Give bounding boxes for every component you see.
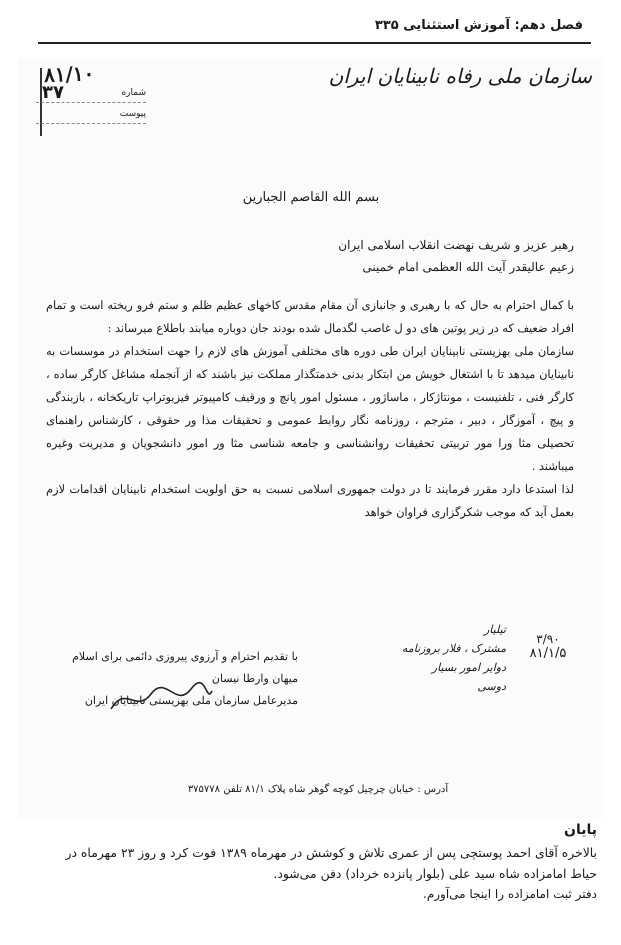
closing-line-2: میهان وارطا نیسان	[211, 672, 298, 685]
letter-body	[46, 294, 574, 524]
date-line-2: ۸۱/۱/۵	[529, 646, 567, 661]
ending-section	[40, 822, 597, 905]
signature-scribble	[106, 664, 216, 734]
handwritten-notes	[356, 620, 506, 696]
registration-stamp-number: ۸۱/۱۰	[43, 61, 95, 87]
date-box	[498, 632, 598, 676]
ending-paragraph: بالاخره آقای احمد پوستچی پس از عمری تلاش و کوشش در مهرماه ۱۳۸۹ فوت کرد و روز ۲۳ مهرماه در حیاط امامزاده شاه سید علی (بلوار پانزده خرداد) دفن می‌شود.	[65, 845, 597, 881]
letter-paragraph-1: با کمال احترام به حال که با رهبری و جانبازی آن مقام مقدس کاخهای عظیم ظلم و ستم فرو ریخته است و تمام افراد ضعیف که در زیر پوتین های دو ل غاصب لگدمال شده بودند جان دوباره میابند باطلاع میرساند :	[46, 299, 574, 335]
letter-address: آدرس : خیابان چرچیل کوچه گوهر شاه پلاک ۸۱/۱ تلفن ۳۷۵۷۷۸	[187, 784, 449, 795]
page-header-title: فصل دهم: آموزش استثنایی ۳۳۵	[374, 18, 583, 33]
note-line-2: مشترک ، فلار بروزنامه	[401, 642, 506, 655]
closing-line-3: مدیرعامل سازمان ملی بهزیستی نابینایان ایران	[84, 694, 298, 707]
closing-line-1: با تقدیم احترام و آرزوی پیروزی دائمی برای اسلام	[72, 650, 298, 663]
date-line-1: ۳/۹۰	[536, 632, 560, 646]
registration-box	[36, 82, 146, 150]
ending-paragraph-2: دفتر ثبت امامزاده را اینجا می‌آورم.	[423, 887, 597, 901]
scanned-letter	[18, 58, 604, 818]
attachment-label: پیوست	[119, 109, 146, 119]
salutation-line-2: زعیم عالیقدر آیت الله العظمی امام خمینی	[362, 260, 574, 274]
page-header	[38, 8, 591, 44]
ending-title: پایان	[564, 822, 597, 838]
note-line-1: تیلیار	[483, 623, 506, 636]
reg-label: شماره	[121, 88, 146, 98]
reg-value: ۳۷	[42, 82, 64, 103]
salutation	[46, 234, 574, 278]
note-line-3: دوایر امور بسیار	[431, 661, 506, 674]
basmala: بسم الله القاصم الجبارین	[242, 190, 380, 205]
note-line-4: دوسی	[477, 680, 506, 693]
letter-paragraph-3: لذا استدعا دارد مقرر فرمایند تا در دولت جمهوری اسلامی نسبت به حق اولویت استخدام نابینایان اقدامات لازم بعمل آید که موجب شکرگزاری فراوان خواهد	[46, 483, 574, 519]
organization-letterhead: سازمان ملی رفاه نابینایان ایران	[328, 64, 592, 88]
letter-paragraph-2: سازمان ملی بهزیستی نابینایان ایران طی دوره های مختلفی آموزش های لازم را جهت استخدام در موسسات به نابینایان میدهد تا با اشتغال خویش من ابتکار بدنی خدمتگذار مملکت نیز باشند که از آنجمله مشاغل کارگر ساده ، کارگر فنی ، تلفنیست ، مونتاژکار ، ماساژور ، مسئول امور پانچ و ورقیف کامپیوتر فیزیوتراپ تاریکخانه ، بازبندگی و پیچ ، آموزگار ، دبیر ، مترجم ، روزنامه نگار روابط عمومی و تحقیقات مذا ور حقوقی ، کارشناس راهنمای تحصیلی مثا ورا مور تربیتی تحقیقات روانشناسی و جامعه شناسی مثا ور امور دانشجویان و مدیریت وغیره میباشند .	[46, 345, 574, 473]
salutation-line-1: رهبر عزیز و شریف نهضت انقلاب اسلامی ایران	[338, 238, 574, 252]
